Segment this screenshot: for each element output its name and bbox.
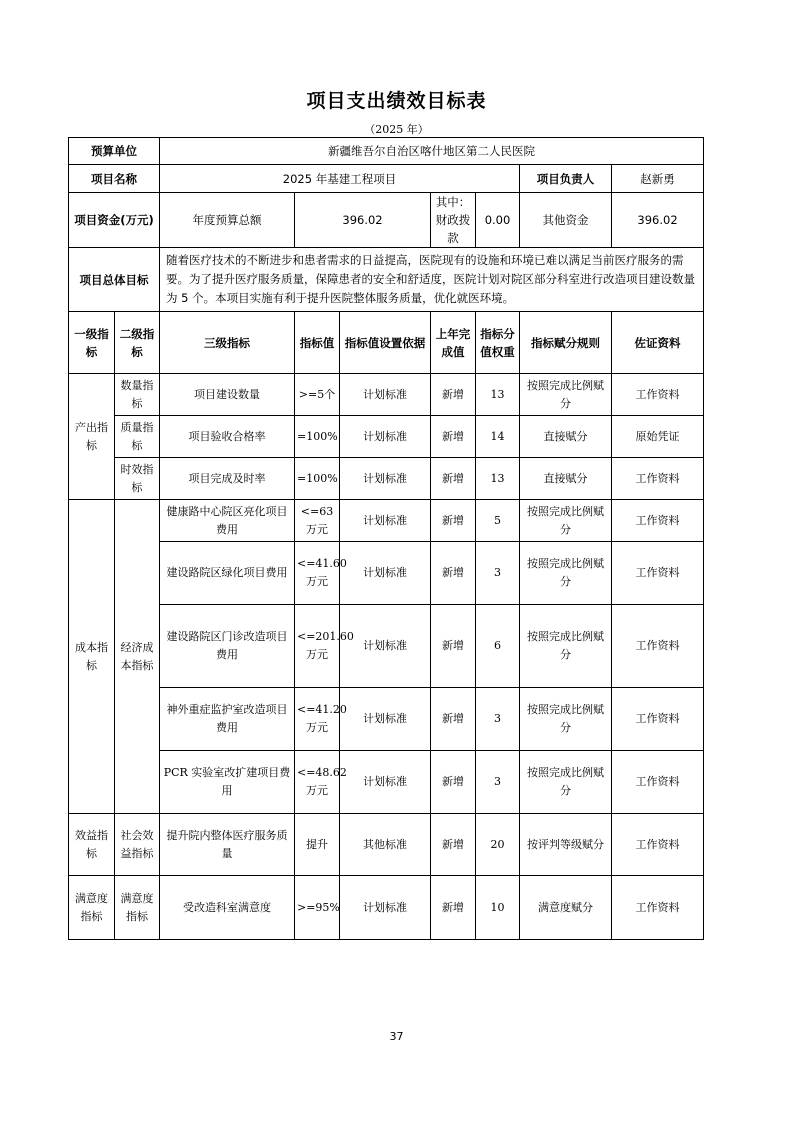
header-level2: 二级指标 — [115, 312, 160, 374]
row-rule: 直接赋分 — [520, 416, 612, 458]
goal-text: 随着医疗技术的不断进步和患者需求的日益提高，医院现有的设施和环境已难以满足当前医疗服务的需要。为了提升医疗服务质量，保障患者的安全和舒适度，医院计划对院区部分科室进行改造项目建设数量为 5 个。本项目实施有利于提升医院整体服务质量，优化就医环境。 — [160, 248, 704, 312]
row-l3: 受改造科室满意度 — [160, 876, 295, 940]
table-row — [69, 500, 704, 542]
row-last: 新增 — [431, 500, 476, 542]
row-rule: 按照完成比例赋分 — [520, 605, 612, 688]
row-rule: 按照完成比例赋分 — [520, 500, 612, 542]
table-row — [69, 688, 704, 751]
table-row — [69, 876, 704, 940]
row-value: <=41.20万元 — [295, 688, 340, 751]
project-name-value: 2025 年基建工程项目 — [160, 165, 520, 193]
row-l3: 神外重症监护室改造项目费用 — [160, 688, 295, 751]
row-value: <=63万元 — [295, 500, 340, 542]
row-rule: 直接赋分 — [520, 458, 612, 500]
table-row — [69, 814, 704, 876]
page-title: 项目支出绩效目标表 — [306, 90, 487, 112]
goal-label: 项目总体目标 — [69, 248, 160, 312]
other-funds-label: 其他资金 — [520, 193, 612, 248]
row-basis: 计划标准 — [340, 374, 431, 416]
table-row — [69, 416, 704, 458]
row-evidence: 工作资料 — [612, 458, 704, 500]
annual-total-value: 396.02 — [295, 193, 431, 248]
row-last: 新增 — [431, 458, 476, 500]
row-value: 提升 — [295, 814, 340, 876]
row-last: 新增 — [431, 374, 476, 416]
row-weight: 13 — [476, 374, 520, 416]
row-evidence: 工作资料 — [612, 374, 704, 416]
header-rule: 指标赋分规则 — [520, 312, 612, 374]
row-l2: 数量指标 — [115, 374, 160, 416]
row-basis: 计划标准 — [340, 751, 431, 814]
row-basis: 计划标准 — [340, 688, 431, 751]
fiscal-label: 其中：财政拨款 — [431, 193, 476, 248]
header-level1: 一级指标 — [69, 312, 115, 374]
row-last: 新增 — [431, 814, 476, 876]
row-l2: 时效指标 — [115, 458, 160, 500]
row-l2: 经济成本指标 — [115, 500, 160, 814]
row-basis: 计划标准 — [340, 605, 431, 688]
row-l3: 健康路中心院区亮化项目费用 — [160, 500, 295, 542]
funds-label: 项目资金(万元) — [69, 193, 160, 248]
row-evidence: 原始凭证 — [612, 416, 704, 458]
header-value: 指标值 — [295, 312, 340, 374]
row-last: 新增 — [431, 751, 476, 814]
row-value: =100% — [295, 458, 340, 500]
row-evidence: 工作资料 — [612, 605, 704, 688]
fiscal-value: 0.00 — [476, 193, 520, 248]
row-value: =100% — [295, 416, 340, 458]
row-value: <=41.60万元 — [295, 542, 340, 605]
row-l2: 满意度指标 — [115, 876, 160, 940]
row-evidence: 工作资料 — [612, 500, 704, 542]
row-l3: 提升院内整体医疗服务质量 — [160, 814, 295, 876]
table-row — [69, 374, 704, 416]
row-value: >=95% — [295, 876, 340, 940]
table-row — [69, 458, 704, 500]
row-basis: 计划标准 — [340, 458, 431, 500]
row-weight: 3 — [476, 688, 520, 751]
row-rule: 按照完成比例赋分 — [520, 542, 612, 605]
row-evidence: 工作资料 — [612, 876, 704, 940]
row-basis: 其他标准 — [340, 814, 431, 876]
header-basis: 指标值设置依据 — [340, 312, 431, 374]
other-funds-value: 396.02 — [612, 193, 704, 248]
project-name-label: 项目名称 — [69, 165, 160, 193]
leader-value: 赵新勇 — [612, 165, 704, 193]
row-basis: 计划标准 — [340, 416, 431, 458]
row-l3: 建设路院区绿化项目费用 — [160, 542, 295, 605]
row-l3: 项目完成及时率 — [160, 458, 295, 500]
row-rule: 按评判等级赋分 — [520, 814, 612, 876]
row-evidence: 工作资料 — [612, 751, 704, 814]
group-benefit: 效益指标 — [69, 814, 115, 876]
page-number: 37 — [389, 1030, 404, 1043]
header-evidence: 佐证资料 — [612, 312, 704, 374]
row-basis: 计划标准 — [340, 876, 431, 940]
row-rule: 按照完成比例赋分 — [520, 688, 612, 751]
row-last: 新增 — [431, 605, 476, 688]
annual-total-label: 年度预算总额 — [160, 193, 295, 248]
row-evidence: 工作资料 — [612, 688, 704, 751]
row-last: 新增 — [431, 688, 476, 751]
row-rule: 按照完成比例赋分 — [520, 374, 612, 416]
row-basis: 计划标准 — [340, 500, 431, 542]
row-l2: 社会效益指标 — [115, 814, 160, 876]
row-weight: 3 — [476, 751, 520, 814]
year-label: （2025 年） — [364, 123, 429, 136]
budget-unit-value: 新疆维吾尔自治区喀什地区第二人民医院 — [160, 138, 704, 165]
row-weight: 3 — [476, 542, 520, 605]
row-last: 新增 — [431, 542, 476, 605]
row-l3: 建设路院区门诊改造项目费用 — [160, 605, 295, 688]
budget-unit-label: 预算单位 — [69, 138, 160, 165]
group-satisfaction: 满意度指标 — [69, 876, 115, 940]
row-weight: 13 — [476, 458, 520, 500]
row-evidence: 工作资料 — [612, 542, 704, 605]
table-row — [69, 605, 704, 688]
row-rule: 满意度赋分 — [520, 876, 612, 940]
row-value: >=5个 — [295, 374, 340, 416]
row-weight: 10 — [476, 876, 520, 940]
row-value: <=201.60万元 — [295, 605, 340, 688]
row-weight: 6 — [476, 605, 520, 688]
row-rule: 按照完成比例赋分 — [520, 751, 612, 814]
row-weight: 5 — [476, 500, 520, 542]
row-l3: PCR 实验室改扩建项目费用 — [160, 751, 295, 814]
header-weight: 指标分值权重 — [476, 312, 520, 374]
table-row — [69, 751, 704, 814]
row-last: 新增 — [431, 876, 476, 940]
row-last: 新增 — [431, 416, 476, 458]
leader-label: 项目负责人 — [520, 165, 612, 193]
performance-table — [68, 137, 704, 940]
row-weight: 20 — [476, 814, 520, 876]
row-value: <=48.62万元 — [295, 751, 340, 814]
row-weight: 14 — [476, 416, 520, 458]
row-l2: 质量指标 — [115, 416, 160, 458]
row-l3: 项目建设数量 — [160, 374, 295, 416]
row-basis: 计划标准 — [340, 542, 431, 605]
row-l3: 项目验收合格率 — [160, 416, 295, 458]
group-output: 产出指标 — [69, 374, 115, 500]
group-cost: 成本指标 — [69, 500, 115, 814]
row-evidence: 工作资料 — [612, 814, 704, 876]
table-row — [69, 542, 704, 605]
header-level3: 三级指标 — [160, 312, 295, 374]
header-last-year: 上年完成值 — [431, 312, 476, 374]
